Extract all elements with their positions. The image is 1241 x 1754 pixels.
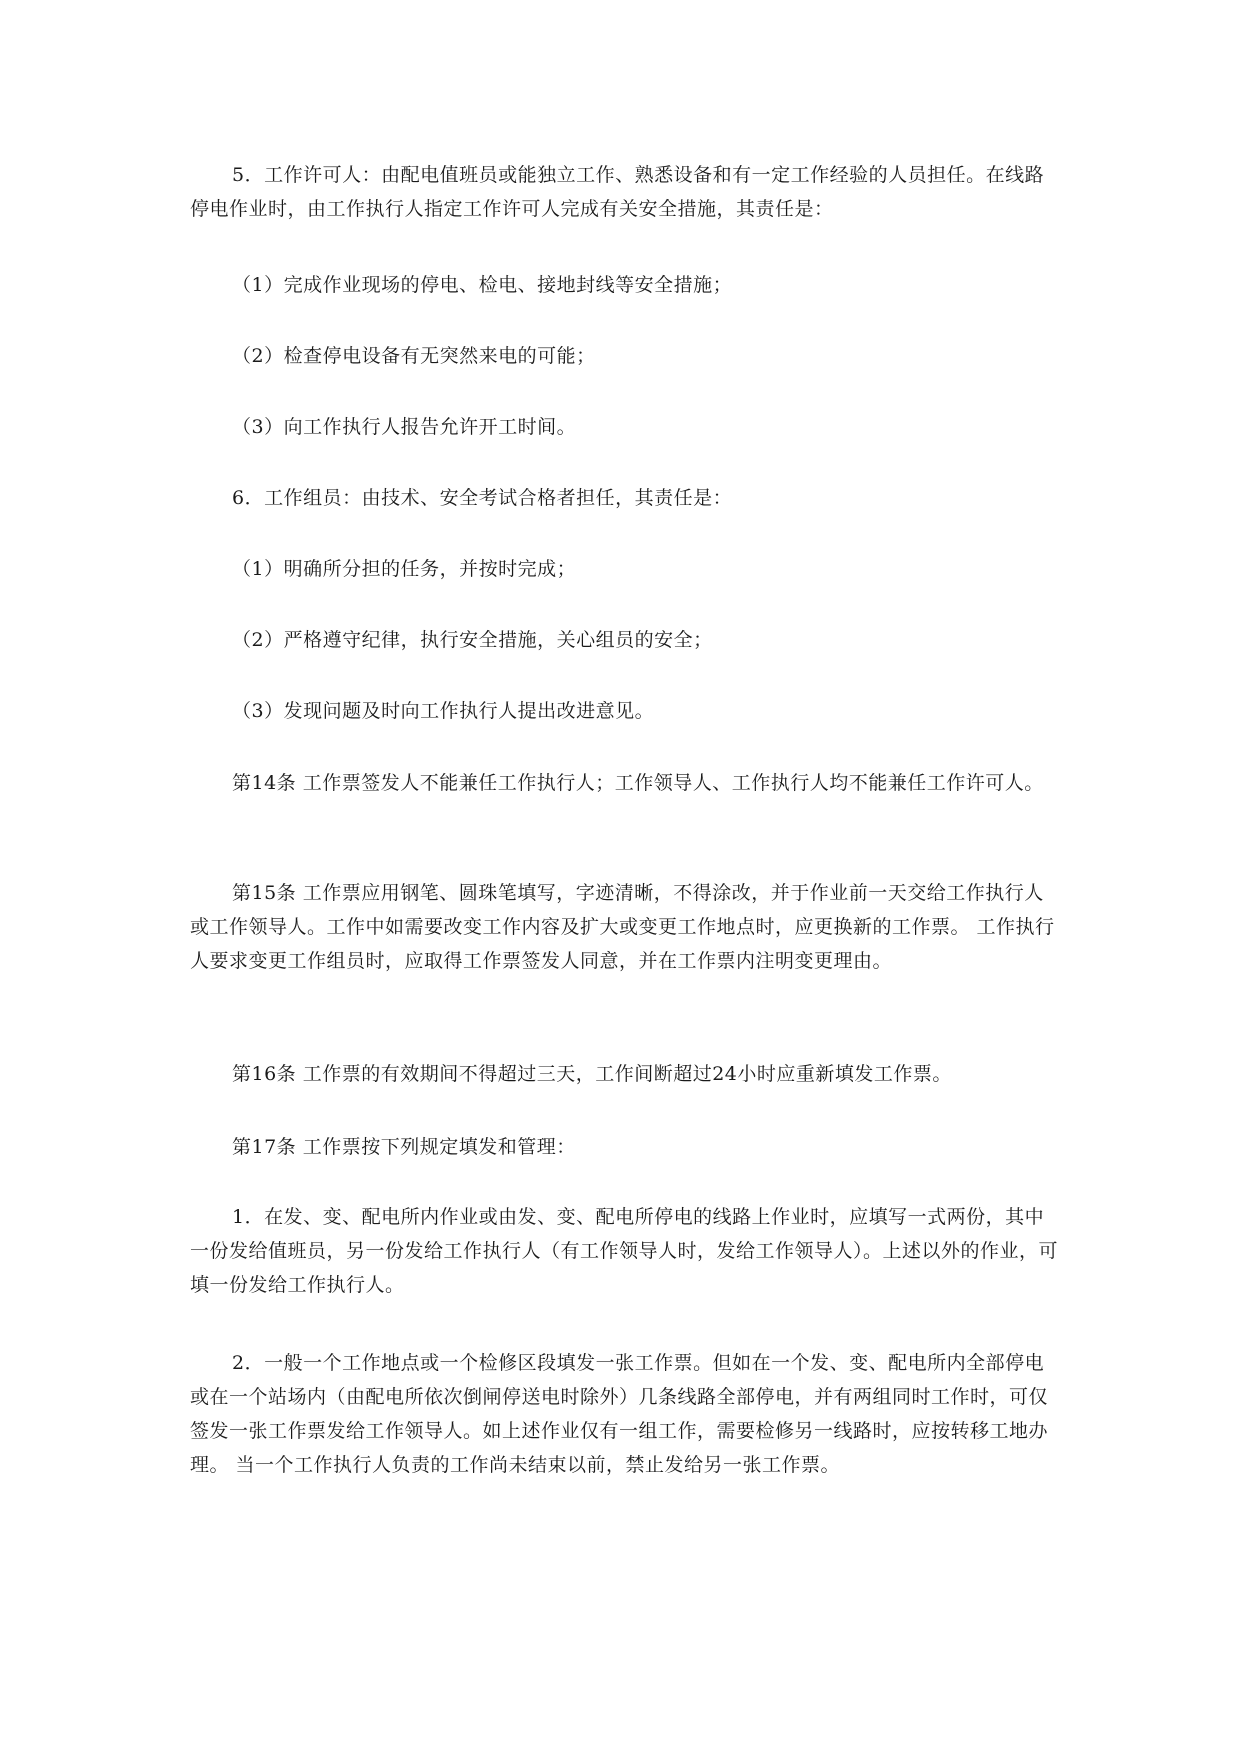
paragraph-member-duty-1: （1）明确所分担的任务，并按时完成； (232, 558, 577, 580)
article-16: 第16条 工作票的有效期间不得超过三天，工作间断超过24小时应重新填发工作票。 (232, 1063, 952, 1085)
article-14: 第14条 工作票签发人不能兼任工作执行人；工作领导人、工作执行人均不能兼任工作许可人。 (232, 772, 1044, 794)
paragraph-permitter-duty-1: （1）完成作业现场的停电、检电、接地封线等安全措施； (232, 274, 733, 296)
article-17-item-1: 1．在发、变、配电所内作业或由发、变、配电所停电的线路上作业时，应填写一式两份，其中一份发给值班员，另一份发给工作执行人（有工作领导人时，发给工作领导人）。上述以外的作业，可填一份发给工作执行人。 (190, 1206, 1059, 1296)
paragraph-member-duty-3: （3）发现问题及时向工作执行人提出改进意见。 (232, 700, 655, 722)
paragraph-work-permitter: 5．工作许可人：由配电值班员或能独立工作、熟悉设备和有一定工作经验的人员担任。在线路停电作业时，由工作执行人指定工作许可人完成有关安全措施，其责任是： (190, 164, 1045, 220)
article-15: 第15条 工作票应用钢笔、圆珠笔填写，字迹清晰，不得涂改，并于作业前一天交给工作执行人或工作领导人。工作中如需要改变工作内容及扩大或变更工作地点时，应更换新的工作票。 工作执行人要求变更工作组员时，应取得工作票签发人同意，并在工作票内注明变更理由。 (190, 882, 1055, 972)
article-17-item-2: 2．一般一个工作地点或一个检修区段填发一张工作票。但如在一个发、变、配电所内全部停电或在一个站场内（由配电所依次倒闸停送电时除外）几条线路全部停电，并有两组同时工作时，可仅签发一张工作票发给工作领导人。如上述作业仅有一组工作，需要检修另一线路时，应按转移工地办理。 当一个工作执行人负责的工作尚未结束以前，禁止发给另一张工作票。 (190, 1352, 1049, 1476)
paragraph-work-member: 6．工作组员：由技术、安全考试合格者担任，其责任是： (232, 487, 733, 509)
paragraph-permitter-duty-2: （2）检查停电设备有无突然来电的可能； (232, 345, 596, 367)
paragraph-permitter-duty-3: （3）向工作执行人报告允许开工时间。 (232, 416, 577, 438)
paragraph-member-duty-2: （2）严格遵守纪律，执行安全措施，关心组员的安全； (232, 629, 713, 651)
article-17: 第17条 工作票按下列规定填发和管理： (232, 1136, 576, 1158)
